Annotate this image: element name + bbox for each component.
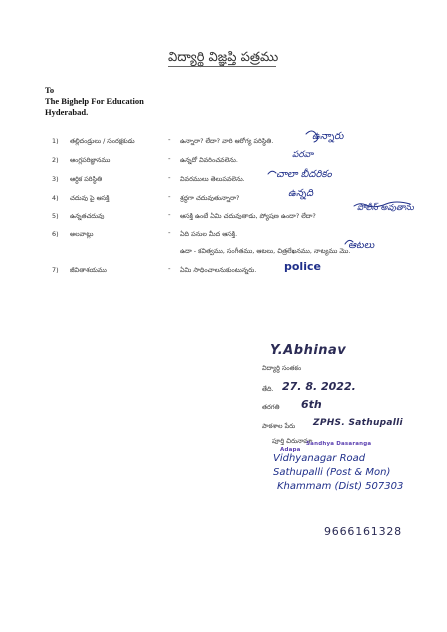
class-value: 6th <box>301 398 322 411</box>
school-label: పాఠశాల పేరు <box>262 422 296 430</box>
row-label: జీవితాశయము <box>70 266 107 274</box>
address-line-3: Khammam (Dist) 507303 <box>277 481 404 492</box>
form-title: విద్యార్థి విజ్ఞప్తి పత్రము <box>168 50 279 65</box>
student-signature: Y.Abhinav <box>270 343 347 358</box>
row-question: ఏది పనుల మీద ఆసక్తి. <box>180 230 238 238</box>
signature-caption: విద్యార్థి సంతకం <box>262 364 302 372</box>
stamp-line-2: Sandhya Dasaranga <box>306 441 372 447</box>
row-label: అలవాట్లు <box>70 230 94 238</box>
recipient-city: Hyderabad. <box>45 107 89 117</box>
row-number: 1) <box>52 137 59 145</box>
row-dash: - <box>168 136 171 144</box>
row-question: ఏమి సాధించాలనుకుంటున్నరు. <box>180 266 257 274</box>
row-question: ఉన్నారా? లేదా? వారి ఆరోగ్య పరిస్థితి. <box>180 137 274 145</box>
row-question: వివరములు తెలుపవలెను. <box>180 175 245 183</box>
answer-6-handwritten: ఆటలు <box>348 240 375 251</box>
row-question: ఉదా - కవిత్వము, సంగీతము, ఆటలు, చిత్రలేఖనము, నాట్యము మొ. <box>180 247 351 255</box>
row-question: శ్రద్ధగా చదువుతున్నారా? <box>180 194 240 202</box>
row-question: ఉన్నదో వివరించవలెను. <box>180 156 238 164</box>
row-question: ఆసక్తి ఉంటే ఏమి చదువుతాడు, ప్యోషణ ఉందా? లేదా? <box>180 212 316 220</box>
date-label: తేది. <box>262 385 274 393</box>
school-value: ZPHS. Sathupalli <box>313 418 403 428</box>
row-number: 3) <box>52 175 59 183</box>
row-dash: - <box>168 193 171 201</box>
row-label: చదువు పై ఆసక్తి <box>70 194 110 202</box>
row-number: 5) <box>52 212 59 220</box>
row-number: 2) <box>52 156 59 164</box>
answer-3-handwritten: చాలా బీదరికం <box>276 169 332 180</box>
row-dash: - <box>168 155 171 163</box>
row-dash: - <box>168 265 171 273</box>
answer-7-handwritten: police <box>284 260 321 273</box>
row-dash: - <box>168 174 171 182</box>
class-label: తరగతి <box>262 403 280 411</box>
address-line-1: Vidhyanagar Road <box>273 453 366 464</box>
address-label: పూర్తి చిరునామా <box>272 437 313 445</box>
row-label: ఉన్నతచదువు <box>70 212 105 220</box>
row-label: ఆంగ్లపరిజ్ఞానము <box>70 156 111 164</box>
row-number: 4) <box>52 194 59 202</box>
recipient-to: To <box>45 85 55 95</box>
recipient-name: The Bighelp For Education <box>45 96 144 106</box>
row-number: 6) <box>52 230 59 238</box>
date-value: 27. 8. 2022. <box>282 380 356 393</box>
address-line-2: Sathupalli (Post & Mon) <box>273 467 391 478</box>
answer-4-handwritten: ఉన్నది <box>288 188 314 199</box>
row-number: 7) <box>52 266 59 274</box>
stamp-line-1: Adapa <box>280 447 301 453</box>
row-dash: - <box>168 211 171 219</box>
answer-5-handwritten: పోలీస్ అవుతాను <box>357 203 414 213</box>
row-label: తల్లిదండ్రులు / సంరక్షకుడు <box>70 137 135 145</box>
row-label: ఆర్థిక పరిస్థితి <box>70 175 103 183</box>
phone-number: 9666161328 <box>324 525 402 538</box>
row-dash: - <box>168 229 171 237</box>
answer-1-handwritten: ఉన్నారు <box>312 131 344 142</box>
answer-2-handwritten: పరవా <box>292 150 314 160</box>
